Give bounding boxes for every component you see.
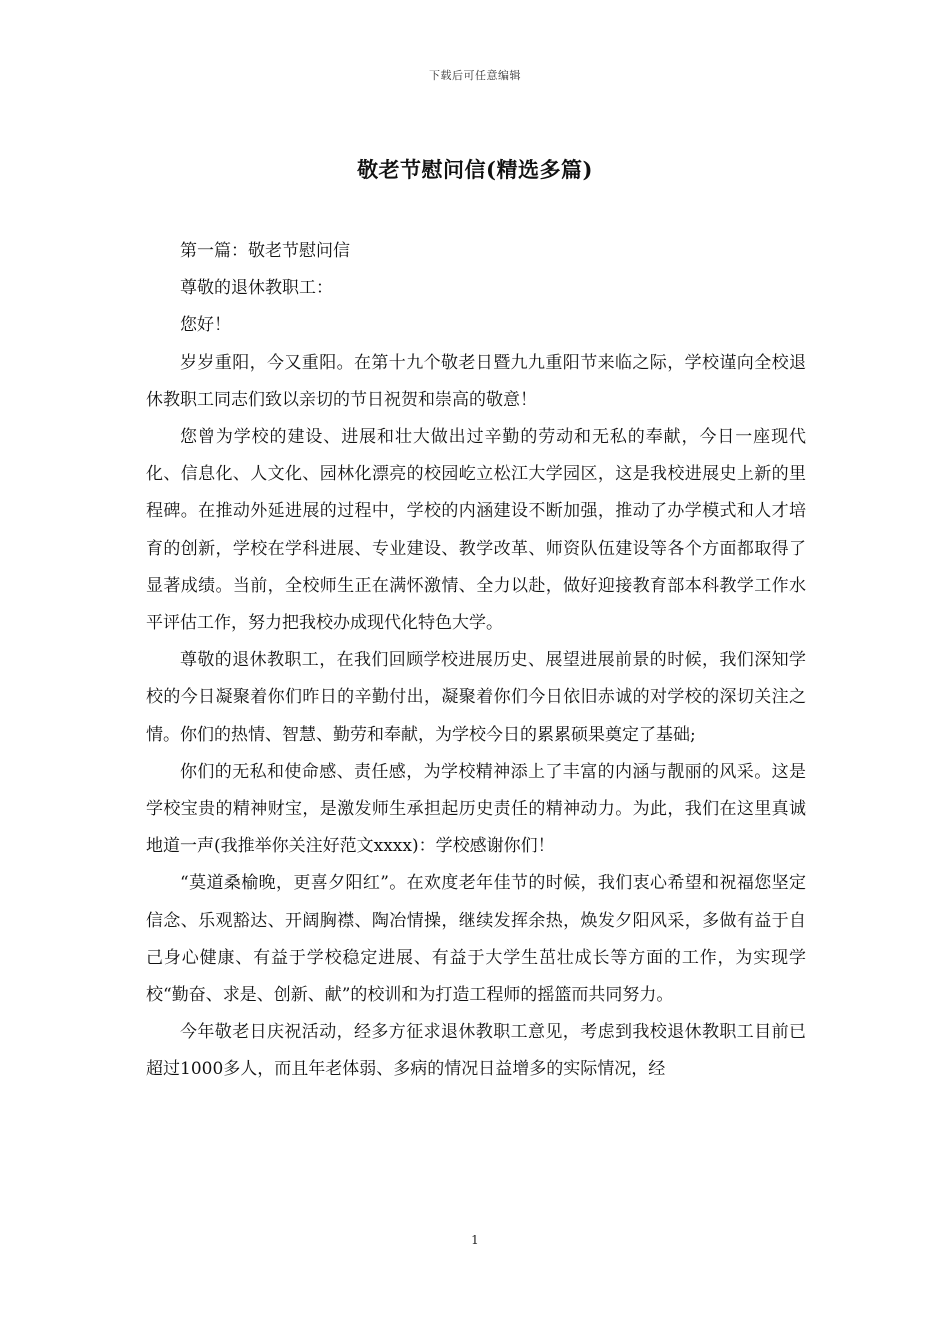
paragraph-section-heading: 第一篇：敬老节慰问信 xyxy=(180,241,350,261)
paragraph: 岁岁重阳，今又重阳。在第十九个敬老日暨九九重阳节来临之际，学校谨向全校退休教职工同志们致以亲切的节日祝贺和崇高的敬意！ xyxy=(146,352,806,410)
paragraph: 您曾为学校的建设、进展和壮大做出过辛勤的劳动和无私的奉献，今日一座现代化、信息化、人文化、园林化漂亮的校园屹立松江大学园区，这是我校进展史上新的里程碑。在推动外延进展的过程中，学校的内涵建设不断加强，推动了办学模式和人才培育的创新，学校在学科进展、专业建设、教学改革、师资队伍建设等各个方面都取得了显著成绩。当前，全校师生正在满怀激情、全力以赴，做好迎接教育部本科教学工作水平评估工作，努力把我校办成现代化特色大学。 xyxy=(146,427,806,634)
paragraph-salutation: 尊敬的退休教职工： xyxy=(180,278,333,299)
page-number: 1 xyxy=(471,1233,479,1247)
paragraph: 尊敬的退休教职工，在我们回顾学校进展历史、展望进展前景的时候，我们深知学校的今日凝聚着你们昨日的辛勤付出，凝聚着你们今日依旧赤诚的对学校的深切关注之情。你们的热情、智慧、勤劳和奉献，为学校今日的累累硕果奠定了基础; xyxy=(146,650,806,745)
document-title: 敬老节慰问信(精选多篇) xyxy=(357,157,593,182)
paragraph: 今年敬老日庆祝活动，经多方征求退休教职工意见，考虑到我校退休教职工目前已超过1000多人，而且年老体弱、多病的情况日益增多的实际情况，经 xyxy=(146,1022,806,1080)
paragraph-greeting: 您好！ xyxy=(180,315,231,336)
header-note: 下载后可任意编辑 xyxy=(429,69,521,82)
paragraph: 你们的无私和使命感、责任感，为学校精神添上了丰富的内涵与靓丽的风采。这是学校宝贵的精神财宝，是激发师生承担起历史责任的精神动力。为此，我们在这里真诚地道一声(我推举你关注好范文xxxx)：学校感谢你们！ xyxy=(146,761,806,857)
document-body xyxy=(146,233,806,1089)
paragraph: “莫道桑榆晚，更喜夕阳红”。在欢度老年佳节的时候，我们衷心希望和祝福您坚定信念、乐观豁达、开阔胸襟、陶冶情操，继续发挥余热，焕发夕阳风采，多做有益于自己身心健康、有益于学校稳定进展、有益于大学生茁壮成长等方面的工作，为实现学校“勤奋、求是、创新、献”的校训和为打造工程师的摇篮而共同努力。 xyxy=(146,873,806,1006)
